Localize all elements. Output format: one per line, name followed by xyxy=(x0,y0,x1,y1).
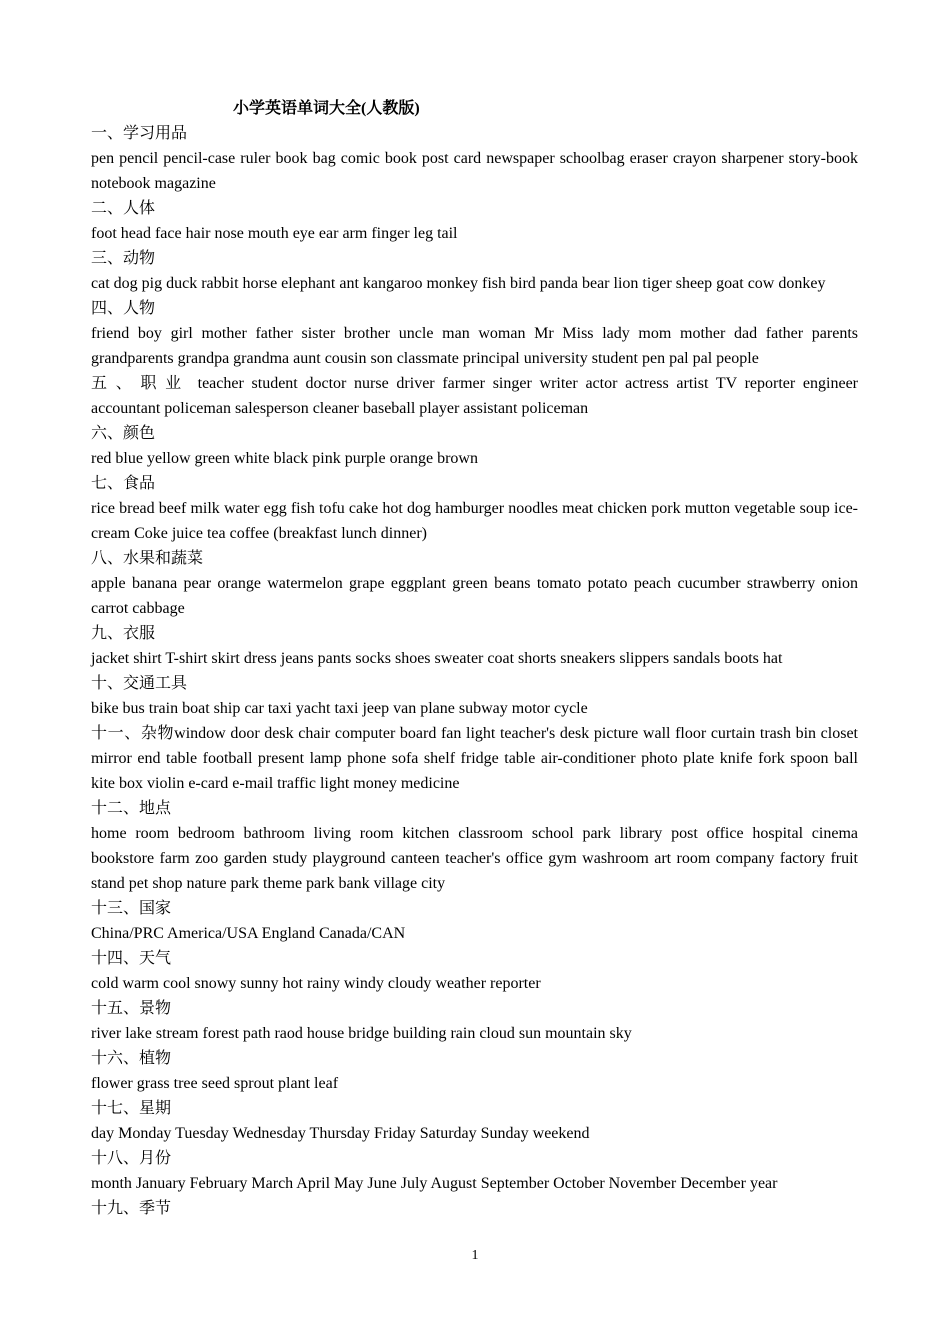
section-heading-seasons: 十九、季节 xyxy=(91,1200,172,1217)
section-words-clothes: jacket shirt T-shirt skirt dress jeans pants socks shoes sweater coat shorts sneakers slippers sandals boots hat xyxy=(91,650,783,667)
document-page xyxy=(91,96,858,1221)
section-heading-countries: 十三、国家 xyxy=(91,900,172,917)
section-heading-clothes: 九、衣服 xyxy=(91,625,156,642)
section-heading-people: 四、人物 xyxy=(91,300,156,317)
section-heading-body: 二、人体 xyxy=(91,200,156,217)
section-words-countries: China/PRC America/USA England Canada/CAN xyxy=(91,925,406,942)
section-words-fruits-vegetables: apple banana pear orange watermelon grape eggplant green beans tomato potato peach cucumber strawberry onion carrot cabbage xyxy=(91,575,858,617)
section-heading-occupations: 五、职业 xyxy=(91,375,190,392)
section-words-transport: bike bus train boat ship car taxi yacht taxi jeep van plane subway motor cycle xyxy=(91,700,588,717)
section-words-misc: window door desk chair computer board fan light teacher's desk picture wall floor curtain trash bin closet mirror end table football present lamp phone sofa shelf fridge table air-conditioner photo plate knife fork spoon ball kite box violin e-card e-mail traffic light money medicine xyxy=(91,725,858,792)
section-occupations xyxy=(91,371,858,421)
section-heading-transport: 十、交通工具 xyxy=(91,675,188,692)
section-heading-animals: 三、动物 xyxy=(91,250,156,267)
section-heading-places: 十二、地点 xyxy=(91,800,172,817)
section-heading-weather: 十四、天气 xyxy=(91,950,172,967)
section-words-plants: flower grass tree seed sprout plant leaf xyxy=(91,1075,339,1092)
section-heading-colors: 六、颜色 xyxy=(91,425,156,442)
section-heading-fruits-vegetables: 八、水果和蔬菜 xyxy=(91,550,204,567)
section-heading-school-supplies: 一、学习用品 xyxy=(91,125,188,142)
section-heading-food: 七、食品 xyxy=(91,475,156,492)
section-words-places: home room bedroom bathroom living room kitchen classroom school park library post office hospital cinema bookstore farm zoo garden study playground canteen teacher's office gym washroom art room company factory fruit stand pet shop nature park theme park bank village city xyxy=(91,825,858,892)
document-title: 小学英语单词大全(人教版) xyxy=(233,100,420,117)
section-words-people: friend boy girl mother father sister brother uncle man woman Mr Miss lady mom mother dad father parents grandparents grandpa grandma aunt cousin son classmate principal university student pen pal pal people xyxy=(91,325,858,367)
section-words-food: rice bread beef milk water egg fish tofu cake hot dog hamburger noodles meat chicken pork mutton vegetable soup ice-cream Coke juice tea coffee (breakfast lunch dinner) xyxy=(91,500,858,542)
section-words-occupations: teacher student doctor nurse driver farmer singer writer actor actress artist TV reporter engineer accountant policeman salesperson cleaner baseball player assistant policeman xyxy=(91,375,859,417)
section-words-months: month January February March April May June July August September October November December year xyxy=(91,1175,778,1192)
page-number: 1 xyxy=(471,1248,479,1263)
section-words-weather: cold warm cool snowy sunny hot rainy windy cloudy weather reporter xyxy=(91,975,541,992)
section-words-body: foot head face hair nose mouth eye ear arm finger leg tail xyxy=(91,225,458,242)
section-heading-months: 十八、月份 xyxy=(91,1150,172,1167)
section-words-colors: red blue yellow green white black pink purple orange brown xyxy=(91,450,478,467)
section-heading-scenery: 十五、景物 xyxy=(91,1000,172,1017)
section-words-school-supplies: pen pencil pencil-case ruler book bag comic book post card newspaper schoolbag eraser crayon sharpener story-book notebook magazine xyxy=(91,150,858,192)
section-words-scenery: river lake stream forest path raod house bridge building rain cloud sun mountain sky xyxy=(91,1025,632,1042)
section-heading-weekdays: 十七、星期 xyxy=(91,1100,172,1117)
section-heading-plants: 十六、植物 xyxy=(91,1050,172,1067)
section-misc xyxy=(91,721,858,796)
section-words-animals: cat dog pig duck rabbit horse elephant ant kangaroo monkey fish bird panda bear lion tiger sheep goat cow donkey xyxy=(91,275,826,292)
section-words-weekdays: day Monday Tuesday Wednesday Thursday Friday Saturday Sunday weekend xyxy=(91,1125,590,1142)
section-heading-misc: 十一、杂物 xyxy=(91,725,175,742)
